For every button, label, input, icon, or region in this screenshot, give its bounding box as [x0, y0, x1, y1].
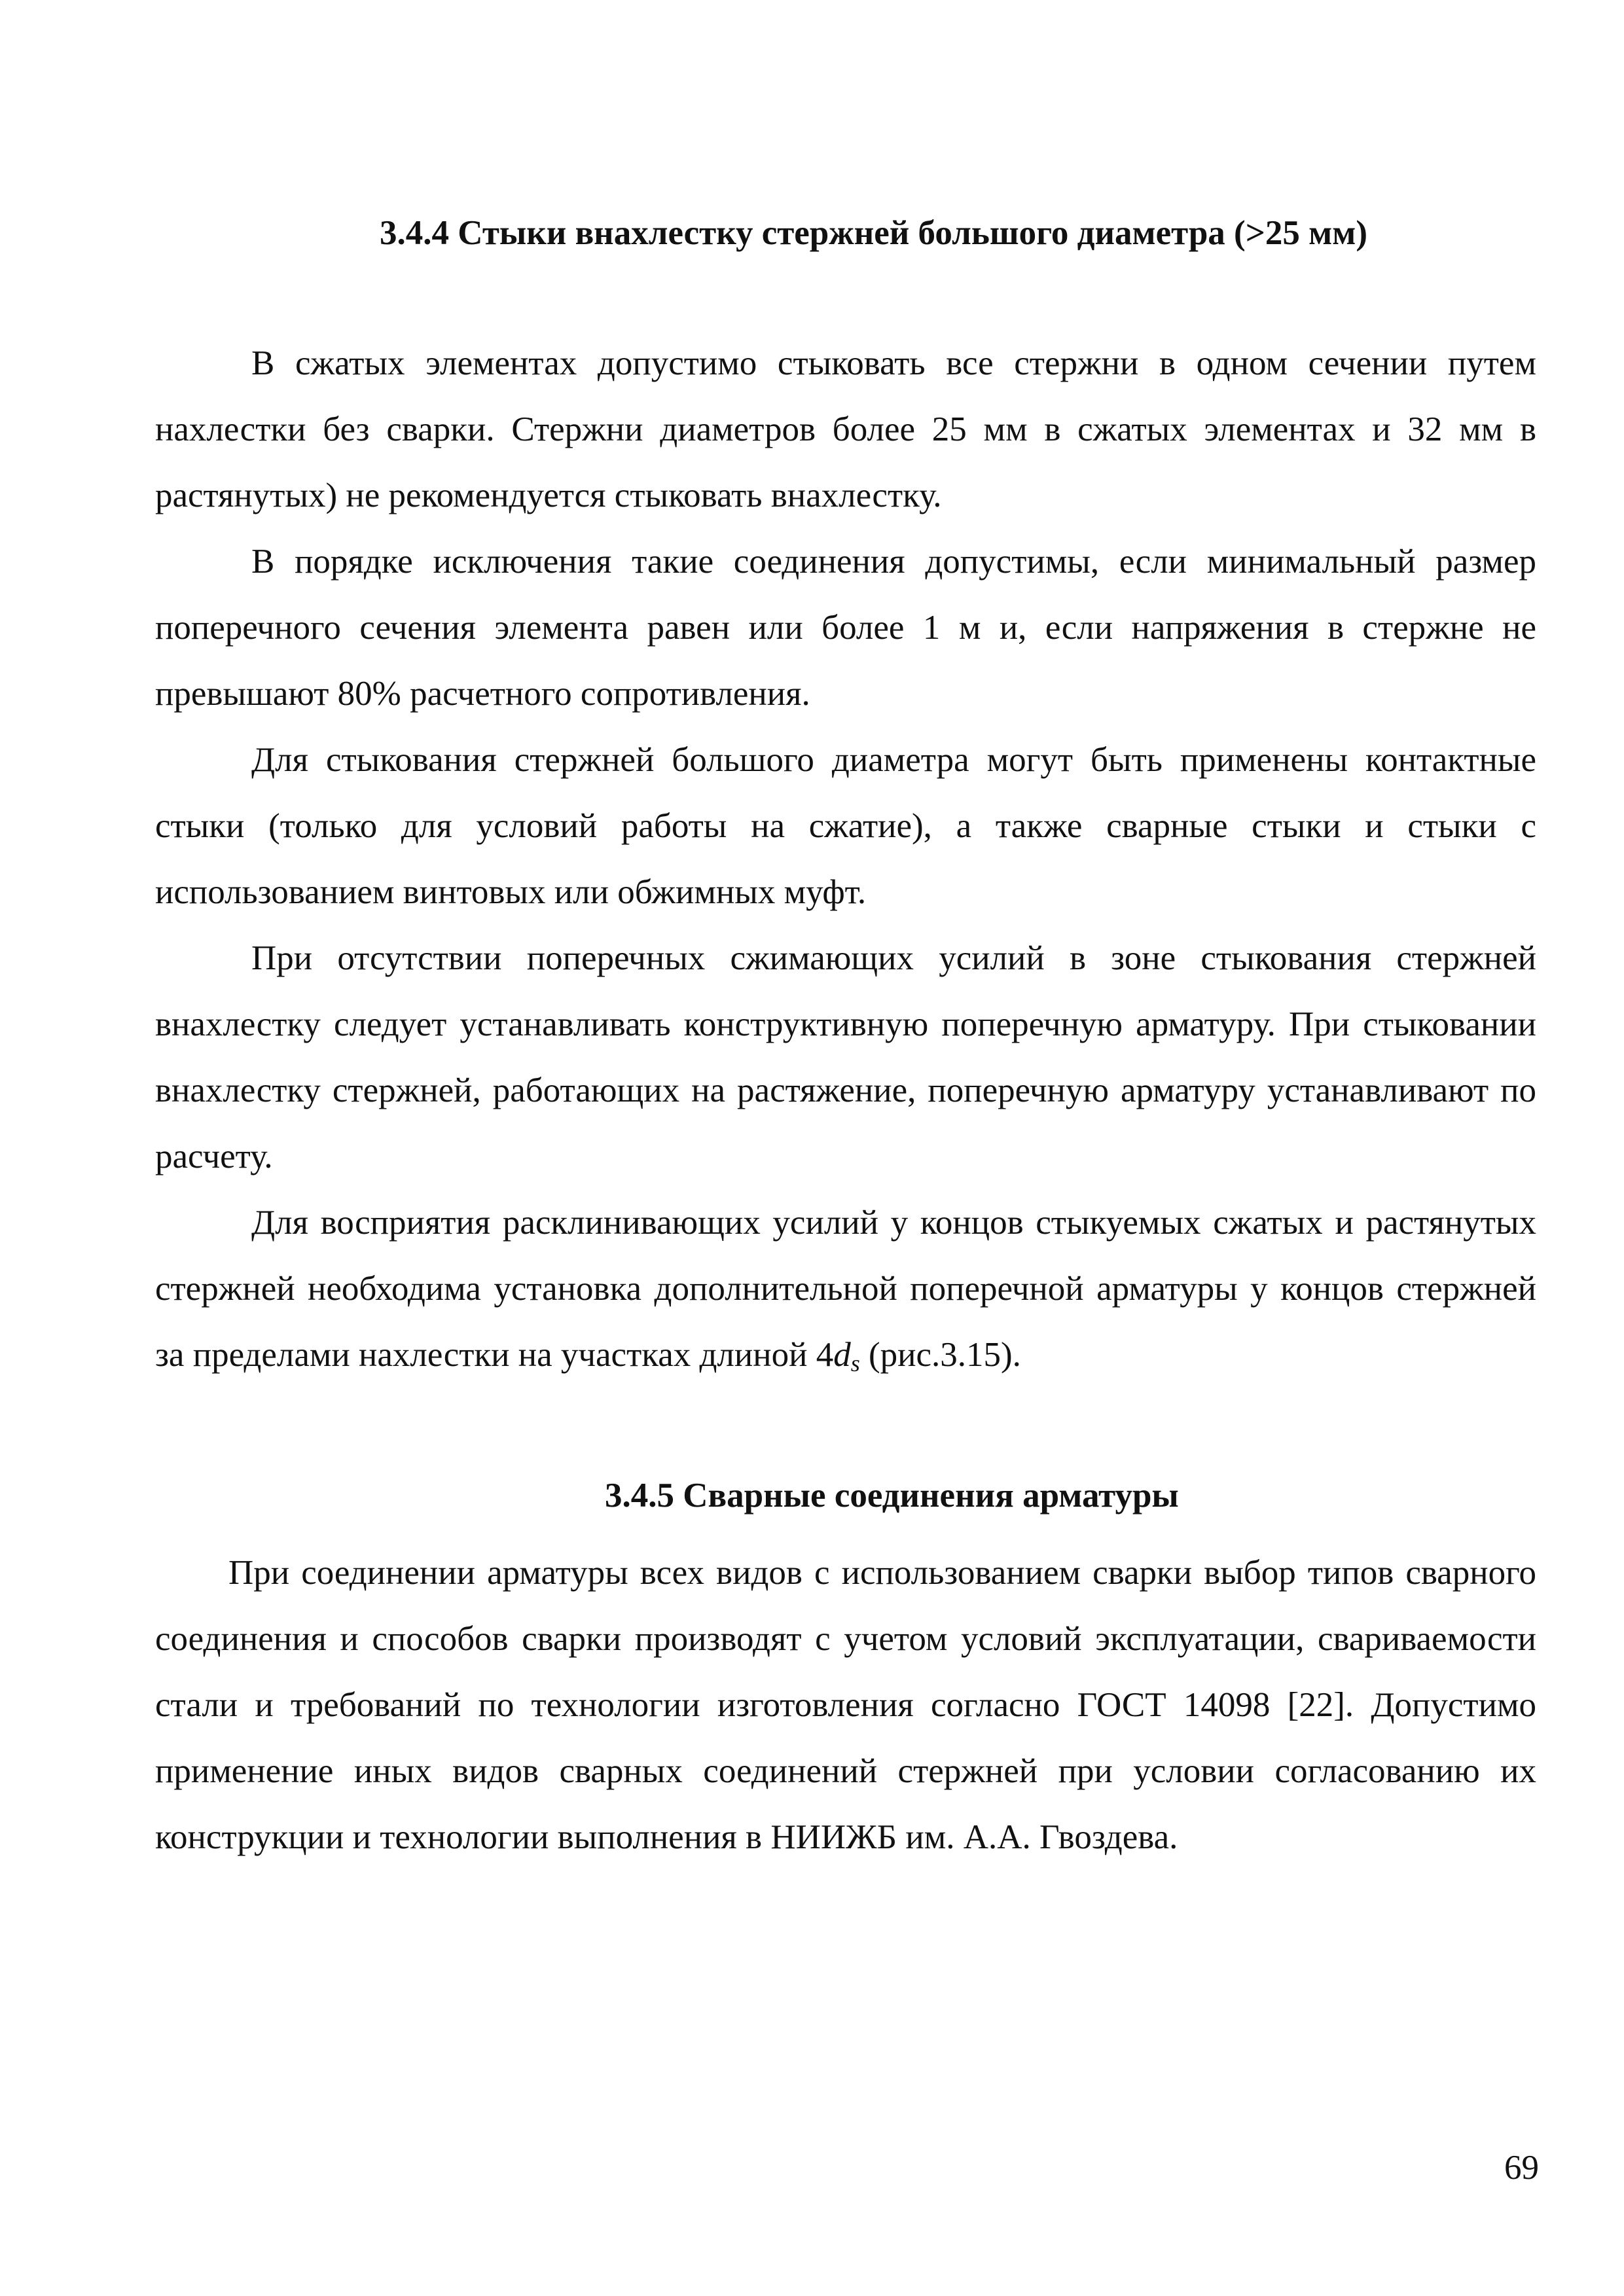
symbol-d: d — [833, 1336, 851, 1374]
paragraph: В порядке исключения такие соединения допустимы, если минимальный размер поперечного сечения элемента равен или более 1 м и, если напряжения в стержне не превышают 80% расчетного сопротивления. — [155, 543, 1536, 713]
paragraph: Для стыкования стержней большого диаметра могут быть применены контактные стыки (только для условий работы на сжатие), а также сварные стыки и стыки с использованием винтовых или обжимных муфт. — [155, 741, 1536, 911]
section-3-4-4-body — [155, 331, 1536, 1397]
page-number: 69 — [1504, 2149, 1539, 2187]
section-heading-3-4-4: 3.4.4 Стыки внахлестку стержней большого диаметра (>25 мм) — [380, 214, 1367, 252]
paragraph: В сжатых элементах допустимо стыковать все стержни в одном сечении путем нахлестки без сварки. Стержни диаметров более 25 мм в сжатых элементах и 32 мм в растянутых) не рекомендуется стыковать внахлестку. — [155, 344, 1536, 514]
paragraph — [155, 1190, 1536, 1397]
paragraph: При отсутствии поперечных сжимающих усилий в зоне стыкования стержней внахлестку следует устанавливать конструктивную поперечную арматуру. При стыковании внахлестку стержней, работающих на растяжение, поперечную арматуру устанавливают по расчету. — [155, 939, 1536, 1175]
section-3-4-5-body — [155, 1540, 1536, 1871]
paragraph-text: Для восприятия расклинивающих усилий у концов стыкуемых сжатых и растянутых стержней необходима установка дополнительной поперечной арматуры у концов стержней за пределами нахлестки на участках длиной 4 — [155, 1204, 1536, 1374]
section-heading-3-4-5: 3.4.5 Сварные соединения арматуры — [605, 1477, 1179, 1515]
paragraph: При соединении арматуры всех видов с использованием сварки выбор типов сварного соединения и способов сварки производят с учетом условий эксплуатации, свариваемости стали и требований по технологии изготовления согласно ГОСТ 14098 [22]. Допустимо применение иных видов сварных соединений стержней при условии согласованию их конструкции и технологии выполнения в НИИЖБ им. А.А. Гвоздева. — [155, 1554, 1536, 1856]
paragraph-text-end: (рис.3.15). — [859, 1336, 1021, 1374]
symbol-subscript-s: s — [850, 1350, 860, 1376]
